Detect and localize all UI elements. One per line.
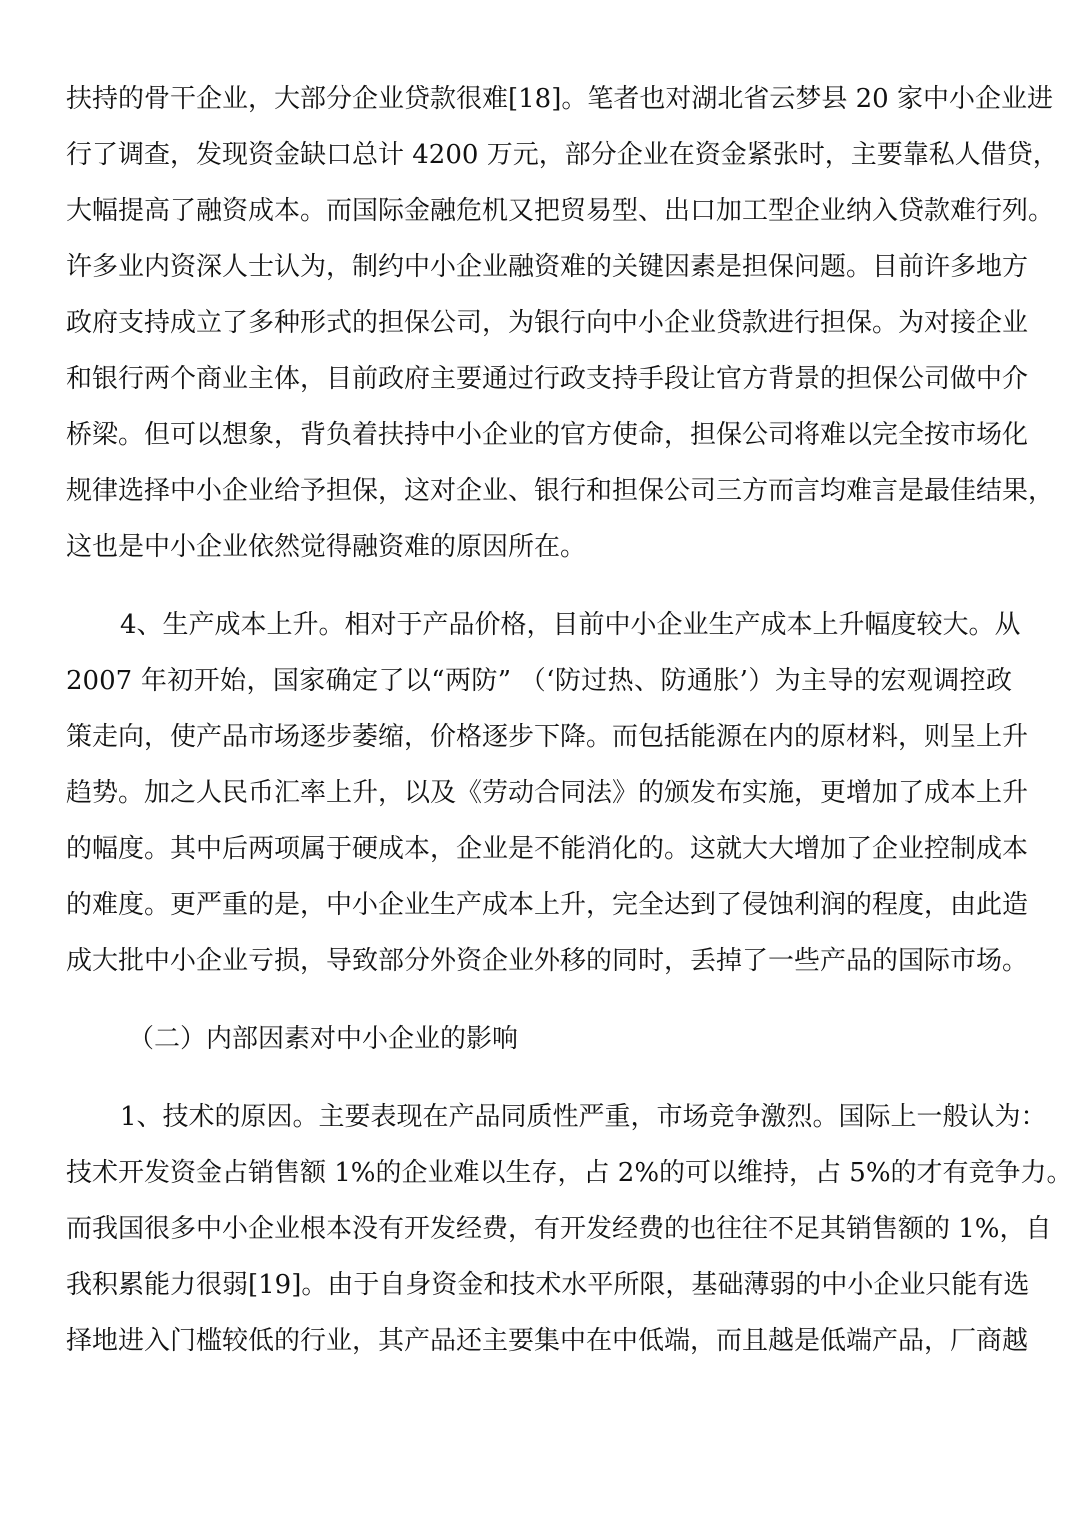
paragraph-production-cost [66, 597, 1029, 989]
text-line: 趋势。加之人民币汇率上升，以及《劳动合同法》的颁发布实施，更增加了成本上升 [66, 778, 1029, 808]
paragraph-spacer [66, 989, 1012, 1011]
text-line: 这也是中小企业依然觉得融资难的原因所在。 [66, 532, 587, 562]
text-line: 择地进入门槛较低的行业，其产品还主要集中在中低端，而且越是低端产品，厂商越 [66, 1326, 1029, 1356]
section-heading: （二）内部因素对中小企业的影响 [128, 1024, 519, 1054]
text-line: 2007 年初开始，国家确定了以“两防” （‘防过热、防通胀’）为主导的宏观调控政 [66, 666, 1012, 696]
paragraph-financing-guarantee [66, 71, 1059, 575]
text-line: 成大批中小企业亏损，导致部分外资企业外移的同时，丢掉了一些产品的国际市场。 [66, 946, 1029, 976]
text-line: 技术开发资金占销售额 1%的企业难以生存，占 2%的可以维持，占 5%的才有竞争力。 [66, 1158, 1073, 1188]
text-line: 的难度。更严重的是，中小企业生产成本上升，完全达到了侵蚀利润的程度，由此造 [66, 890, 1029, 920]
text-line: 桥梁。但可以想象，背负着扶持中小企业的官方使命，担保公司将难以完全按市场化 [66, 420, 1029, 450]
document-page [66, 71, 1073, 1369]
text-line: 大幅提高了融资成本。而国际金融危机又把贸易型、出口加工型企业纳入贷款难行列。 [66, 196, 1055, 226]
text-line: 规律选择中小企业给予担保，这对企业、银行和担保公司三方而言均难言是最佳结果， [66, 476, 1055, 506]
text-line: 的幅度。其中后两项属于硬成本，企业是不能消化的。这就大大增加了企业控制成本 [66, 834, 1029, 864]
paragraph-technology [66, 1089, 1073, 1369]
text-line: 扶持的骨干企业，大部分企业贷款很难[18]。笔者也对湖北省云梦县 20 家中小企业进 [66, 84, 1053, 114]
text-line: 政府支持成立了多种形式的担保公司，为银行向中小企业贷款进行担保。为对接企业 [66, 308, 1029, 338]
text-line: 许多业内资深人士认为，制约中小企业融资难的关键因素是担保问题。目前许多地方 [66, 252, 1029, 282]
paragraph-spacer [66, 1067, 1012, 1089]
text-line: 我积累能力很弱[19]。由于自身资金和技术水平所限，基础薄弱的中小企业只能有选 [66, 1270, 1030, 1300]
text-line: 4、生产成本上升。相对于产品价格，目前中小企业生产成本上升幅度较大。从 [120, 610, 1021, 640]
text-line: 而我国很多中小企业根本没有开发经费，有开发经费的也往往不足其销售额的 1%，自 [66, 1214, 1052, 1244]
text-line: 行了调查，发现资金缺口总计 4200 万元，部分企业在资金紧张时，主要靠私人借贷， [66, 140, 1059, 170]
text-line: 策走向，使产品市场逐步萎缩，价格逐步下降。而包括能源在内的原材料，则呈上升 [66, 722, 1029, 752]
text-line: 和银行两个商业主体，目前政府主要通过行政支持手段让官方背景的担保公司做中介 [66, 364, 1029, 394]
text-line: 1、技术的原因。主要表现在产品同质性严重，市场竞争激烈。国际上一般认为： [120, 1102, 1047, 1132]
paragraph-spacer [66, 575, 1012, 597]
